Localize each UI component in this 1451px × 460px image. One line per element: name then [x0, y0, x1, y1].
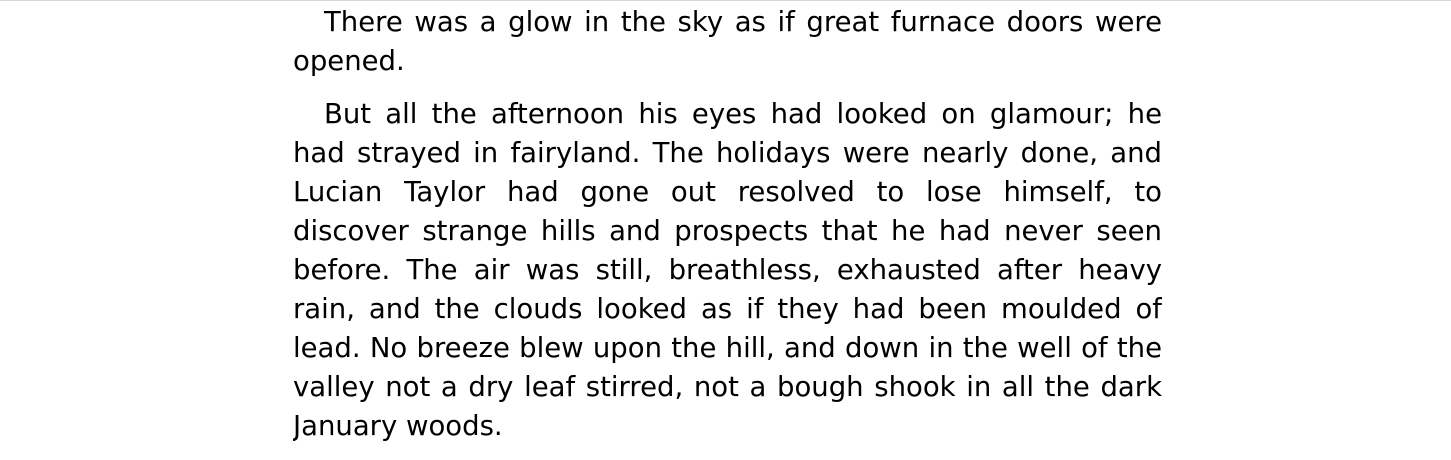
paragraph-furnace-glow: There was a glow in the sky as if great furnace doors were opened.: [293, 6, 1162, 77]
book-page: [293, 3, 1162, 459]
paragraph-afternoon-fairyland: But all the afternoon his eyes had looked on glamour; he had strayed in fairyland. The holidays were nearly done, and Lucian Taylor had gone out resolved to lose himself, to discover strange hills and prospects that he had never seen before. The air was still, breathless, exhausted after heavy rain, and the clouds looked as if they had been moulded of lead. No breeze blew upon the hill, and down in the well of the valley not a dry leaf stirred, not a bough shook in all the dark January woods.: [293, 98, 1162, 442]
